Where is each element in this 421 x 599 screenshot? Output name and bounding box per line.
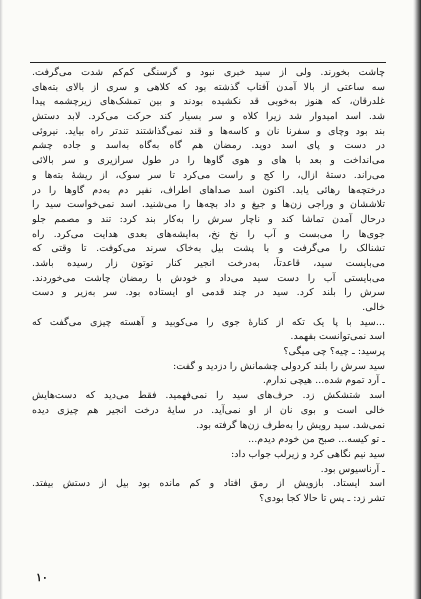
text-line: در دست و پای اسد دوید. رمضان هم گاه به‌گاه به‌اسد و جاده چشم <box>32 140 385 152</box>
text-line: سید نیم نگاهی کرد و زیرلب جواب داد: <box>231 448 385 460</box>
text-line: درختچه‌ها رهائی یابد. اکنون اسد صداهای اطراف، نفیر دم به‌دم گاوها را در <box>32 184 385 196</box>
text-line: خالی است و بوی نان از او نمی‌آید. در سایهٔ درخت انجیر هم چیزی دیده <box>32 404 385 416</box>
text-line: شد. اسد امیدوار شد زیرا کلاه و سر بسیار کند حرکت می‌کرد. لابد دستش <box>32 111 385 123</box>
text-line: سه ساعتی از بالا آمدن آفتاب گذشته بود که کلاهی و سری از بالای بته‌های <box>32 81 385 93</box>
text-line: درحال آمدن تماشا کند و ناچار سرش را به‌کار بند کرد: تند و مصمم جلو <box>32 213 385 225</box>
text-line: تشر زد: ـ پس تا حالا کجا بودی؟ <box>259 492 385 504</box>
text-line: می‌انداخت و بعد با های و هوی گاوها را در طول سرازیری و سر بالائی <box>32 155 385 167</box>
header-rule <box>30 62 386 63</box>
text-line: ـ آرد تموم شده... هیچی ندارم. <box>262 375 385 387</box>
text-line: می‌بایستی آب را دست سید می‌داد و خودش با رمضان چاشت می‌خوردند. <box>32 272 385 284</box>
text-line: ـ تو کیسه... صبح من خودم دیدم... <box>248 434 385 446</box>
text-line: چاشت بخورند. ولی از سید خبری نبود و گرسنگی کم‌کم شدت می‌گرفت. <box>32 67 385 78</box>
text-line: می‌بایست سید، قاعدتاً، به‌درخت انجیر کنار توتون زار رسیده باشد. <box>32 257 385 269</box>
text-line: غلدرقان، که هنوز به‌خوبی قد نکشیده بودند و بین تمشک‌های زیرچشمه پیدا <box>32 96 385 108</box>
text-line: خالی. <box>362 302 385 313</box>
text-line: اسد نمی‌توانست بفهمد. <box>290 331 385 343</box>
text-line: تشنالک را می‌گرفت و با پشت بیل به‌خاک سرند می‌کوفت. تا وقتی که <box>32 243 385 255</box>
text-line: ـ آرناسیوس بود. <box>320 463 385 475</box>
text-line: ...سید با پا یک تکه از کنارهٔ جوی را می‌کوبید و آهسته چیزی می‌گفت که <box>32 316 385 328</box>
text-line: می‌راند. دسته‌ٔ ازال، را کج و راست می‌کرد تا سر سوک، از ریشهٔ بته‌ها و <box>32 169 385 181</box>
text-line: نمی‌شد. سید رویش را به‌طرف زن‌ها گرفته بود. <box>196 419 385 431</box>
text-line: سید سرش را بلند کردولی چشمانش را دزدید و گفت: <box>173 360 385 372</box>
text-line: بند بود وچای و سفرنا نان و کاسه‌ها و قند نمی‌گذاشتند تندتر راه بیاید. نیروئی <box>32 125 385 137</box>
text-line: سرش را بلند کرد. سید در چند قدمی او ایستاده بود. سر به‌زیر و دست <box>32 287 385 299</box>
page-number: ۱۰ <box>36 571 48 584</box>
text-line: تلاششان و وراجی زن‌ها و جیغ و داد بچه‌ها را می‌شنید. اسد نمی‌خواست سید را <box>32 199 385 211</box>
text-line: اسد شتشکش زد. حرف‌های سید را نمی‌فهمید. فقط می‌دید که دست‌هایش <box>32 390 385 402</box>
body-text <box>32 66 385 507</box>
text-line: اسد ایستاد. بازویش از رمق افتاد و کم مانده بود بیل از دستش بیفتد. <box>32 478 385 490</box>
text-line: جوی‌ها را می‌بست و آب را نخ نخ، به‌ایشه‌های بعدی هدایت می‌کرد. راه <box>32 228 385 240</box>
text-line: پرسید: ـ چیه؟ چی میگی؟ <box>283 346 385 358</box>
